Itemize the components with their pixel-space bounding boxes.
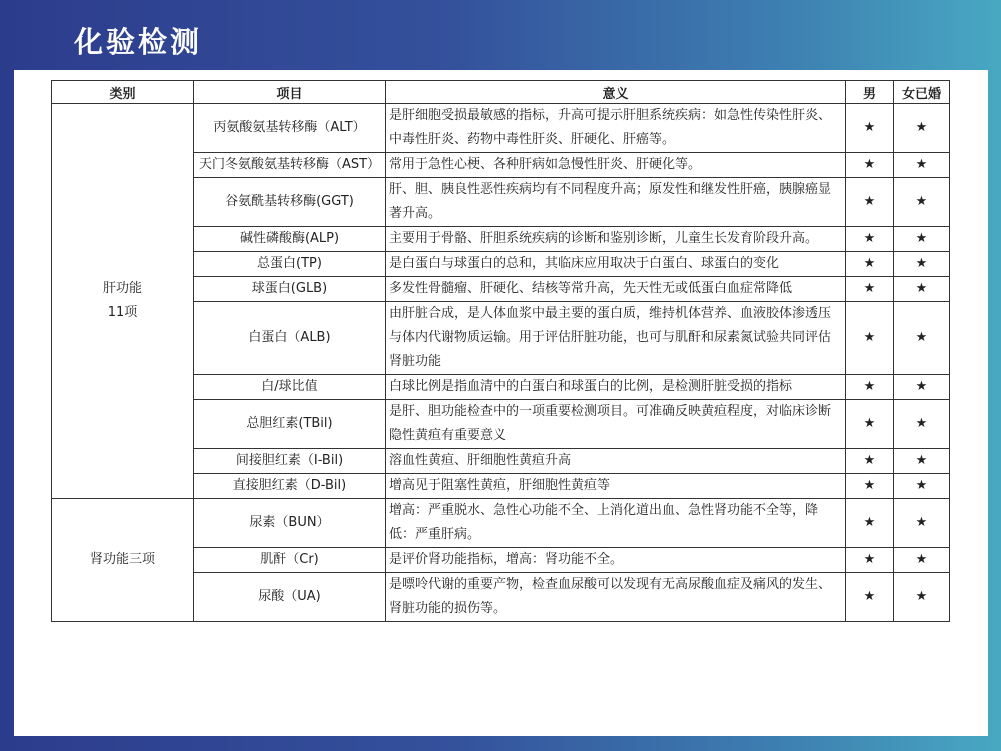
meaning-cell: 常用于急性心梗、各种肝病如急慢性肝炎、肝硬化等。 (386, 153, 846, 178)
meaning-cell: 是肝细胞受损最敏感的指标，升高可提示肝胆系统疾病：如急性传染性肝炎、中毒性肝炎、药物中毒性肝炎、肝硬化、肝癌等。 (386, 104, 846, 153)
meaning-cell: 由肝脏合成，是人体血浆中最主要的蛋白质，维持机体营养、血液胶体渗透压与体内代谢物质运输。用于评估肝脏功能，也可与肌酐和尿素氮试验共同评估肾脏功能 (386, 302, 846, 375)
category-label: 肾功能三项 (89, 552, 155, 567)
meaning-cell: 溶血性黄疸、肝细胞性黄疸升高 (386, 449, 846, 474)
category-label: 肝功能 (102, 281, 142, 296)
male-star-cell: ★ (846, 474, 894, 499)
header-row (52, 81, 950, 104)
male-star-cell: ★ (846, 178, 894, 227)
header-category: 类别 (52, 81, 194, 104)
header-female-married: 女已婚 (894, 81, 950, 104)
content-panel (14, 70, 988, 736)
male-star-cell: ★ (846, 277, 894, 302)
male-star-cell: ★ (846, 302, 894, 375)
category-cell (52, 104, 194, 499)
meaning-cell: 增高：严重脱水、急性心功能不全、上消化道出血、急性肾功能不全等，降低：严重肝病。 (386, 499, 846, 548)
item-cell: 白蛋白（ALB) (194, 302, 386, 375)
female-star-cell: ★ (894, 474, 950, 499)
meaning-cell: 是评价肾功能指标，增高：肾功能不全。 (386, 548, 846, 573)
female-star-cell: ★ (894, 178, 950, 227)
female-star-cell: ★ (894, 277, 950, 302)
female-star-cell: ★ (894, 227, 950, 252)
male-star-cell: ★ (846, 449, 894, 474)
female-star-cell: ★ (894, 400, 950, 449)
meaning-cell: 肝、胆、胰良性恶性疾病均有不同程度升高；原发性和继发性肝癌，胰腺癌显著升高。 (386, 178, 846, 227)
meaning-cell: 主要用于骨骼、肝胆系统疾病的诊断和鉴别诊断，儿童生长发育阶段升高。 (386, 227, 846, 252)
header-meaning: 意义 (386, 81, 846, 104)
meaning-cell: 是白蛋白与球蛋白的总和，其临床应用取决于白蛋白、球蛋白的变化 (386, 252, 846, 277)
male-star-cell: ★ (846, 227, 894, 252)
male-star-cell: ★ (846, 548, 894, 573)
female-star-cell: ★ (894, 153, 950, 178)
item-cell: 总蛋白(TP) (194, 252, 386, 277)
item-cell: 总胆红素(TBil) (194, 400, 386, 449)
item-cell: 谷氨酰基转移酶(GGT) (194, 178, 386, 227)
male-star-cell: ★ (846, 153, 894, 178)
item-cell: 肌酐（Cr) (194, 548, 386, 573)
female-star-cell: ★ (894, 573, 950, 622)
female-star-cell: ★ (894, 252, 950, 277)
item-cell: 间接胆红素（I-Bil) (194, 449, 386, 474)
header-item: 项目 (194, 81, 386, 104)
male-star-cell: ★ (846, 400, 894, 449)
category-cell (52, 499, 194, 622)
male-star-cell: ★ (846, 252, 894, 277)
female-star-cell: ★ (894, 499, 950, 548)
item-cell: 直接胆红素（D-Bil) (194, 474, 386, 499)
item-cell: 尿酸（UA) (194, 573, 386, 622)
female-star-cell: ★ (894, 104, 950, 153)
page-title: 化验检测 (74, 25, 203, 59)
header-male: 男 (846, 81, 894, 104)
category-label: 11项 (107, 305, 138, 320)
test-table (51, 80, 950, 622)
table-row (52, 104, 950, 153)
item-cell: 尿素（BUN） (194, 499, 386, 548)
meaning-cell: 多发性骨髓瘤、肝硬化、结核等常升高，先天性无或低蛋白血症常降低 (386, 277, 846, 302)
item-cell: 碱性磷酸酶(ALP) (194, 227, 386, 252)
female-star-cell: ★ (894, 375, 950, 400)
female-star-cell: ★ (894, 548, 950, 573)
table-row (52, 499, 950, 548)
item-cell: 天门冬氨酸氨基转移酶（AST） (194, 153, 386, 178)
male-star-cell: ★ (846, 499, 894, 548)
male-star-cell: ★ (846, 375, 894, 400)
meaning-cell: 白球比例是指血清中的白蛋白和球蛋白的比例，是检测肝脏受损的指标 (386, 375, 846, 400)
meaning-cell: 增高见于阻塞性黄疸，肝细胞性黄疸等 (386, 474, 846, 499)
female-star-cell: ★ (894, 302, 950, 375)
item-cell: 球蛋白(GLB) (194, 277, 386, 302)
male-star-cell: ★ (846, 104, 894, 153)
male-star-cell: ★ (846, 573, 894, 622)
meaning-cell: 是嘌呤代谢的重要产物，检查血尿酸可以发现有无高尿酸血症及痛风的发生、肾脏功能的损伤等。 (386, 573, 846, 622)
item-cell: 白/球比值 (194, 375, 386, 400)
female-star-cell: ★ (894, 449, 950, 474)
meaning-cell: 是肝、胆功能检查中的一项重要检测项目。可准确反映黄疸程度，对临床诊断隐性黄疸有重要意义 (386, 400, 846, 449)
item-cell: 丙氨酸氨基转移酶（ALT） (194, 104, 386, 153)
